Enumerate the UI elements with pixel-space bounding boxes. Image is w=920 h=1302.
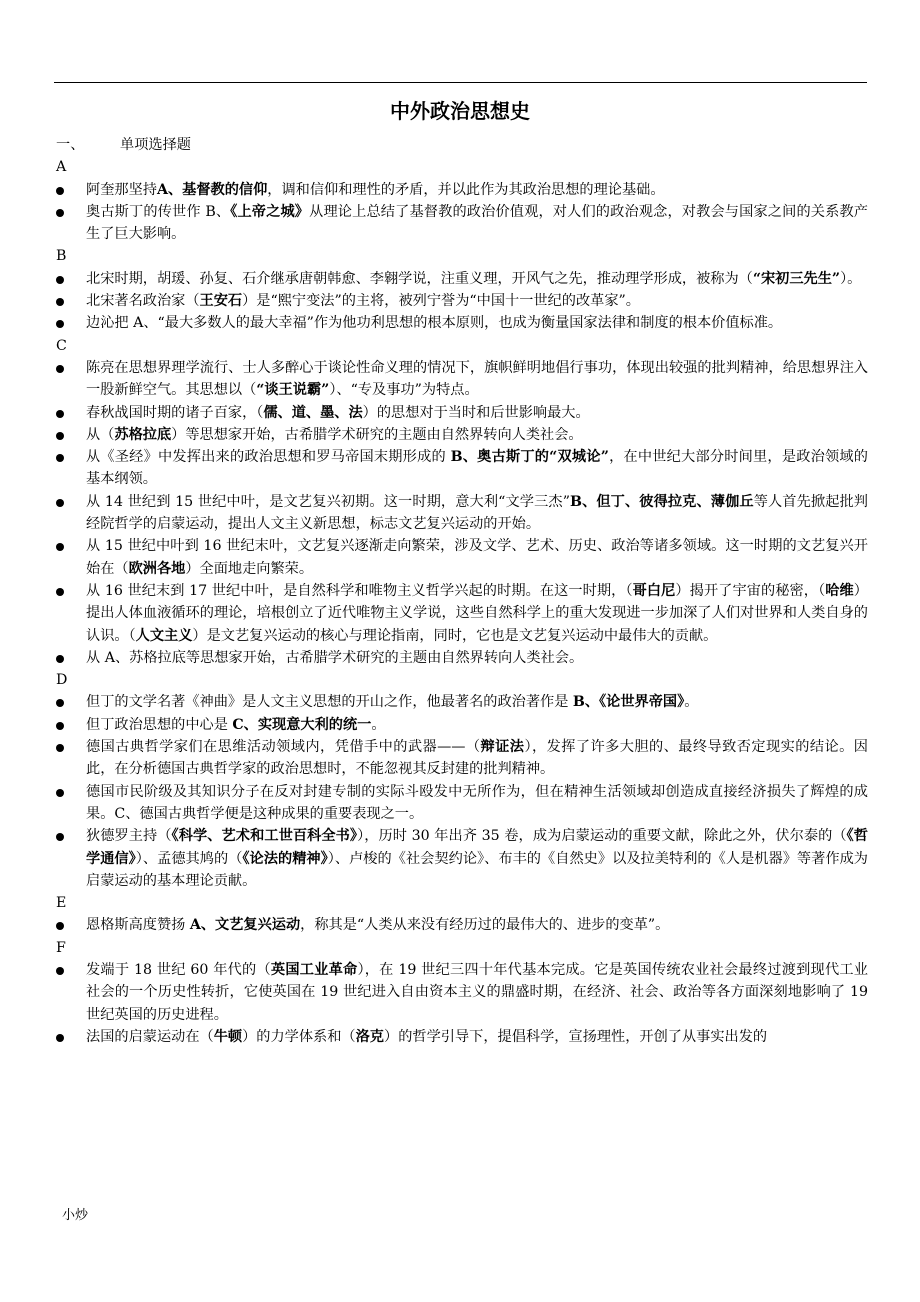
list-item xyxy=(56,290,868,312)
list-item xyxy=(56,1026,868,1048)
bullet-icon xyxy=(56,187,64,195)
list-item xyxy=(56,691,868,713)
list-item xyxy=(56,535,868,580)
bullet-icon xyxy=(56,1034,64,1042)
item-text: 从（ xyxy=(86,426,115,443)
answer-text: 《上帝之城》 xyxy=(230,203,310,220)
item-text: 发端于 18 世纪 60 年代的（ xyxy=(86,961,271,978)
group-letter: B xyxy=(56,248,67,265)
item-text: ，称其是“人类从来没有经历过的最伟大的、进步的变革”。 xyxy=(300,917,670,934)
item-text: 狄德罗主持（ xyxy=(86,828,172,845)
bullet-icon xyxy=(56,967,64,975)
document-body xyxy=(56,134,868,1048)
list-item xyxy=(56,491,868,536)
bullet-icon xyxy=(56,499,64,507)
header-rule xyxy=(54,82,867,83)
list-item xyxy=(56,201,868,246)
list-item xyxy=(56,647,868,669)
bullet-icon xyxy=(56,922,64,930)
bullet-icon xyxy=(56,655,64,663)
list-item xyxy=(56,424,868,446)
answer-text: 苏格拉底 xyxy=(114,426,172,443)
item-text: 北宋时期，胡瑗、孙复、石介继承唐朝韩愈、李翱学说，注重义理，开风气之先，推动理学形成，被称为（ xyxy=(86,270,753,287)
item-text: ），在 19 世纪三四十年代基本完成。它是英国传统农业社会最终过渡到现代工业社会的一个历史性转折，它使英国在 19 世纪进入自由资本主义的鼎盛时期，在经济、社会、政治等各方面深刻地影响了 19 世纪英国的历史进程。 xyxy=(86,961,868,1023)
bullet-icon xyxy=(56,789,64,797)
bullet-icon xyxy=(56,454,64,462)
item-text: 从理论上总结了基督教的政治价值观，对人们的政治观念，对教会与国家之间的关系教产生了巨大影响。 xyxy=(86,203,868,243)
list-item xyxy=(56,179,868,201)
bullet-icon xyxy=(56,410,64,418)
item-text: ），历时 30 年出齐 35 卷，成为启蒙运动的重要文献，除此之外，伏尔泰的（ xyxy=(357,828,847,845)
list-item xyxy=(56,312,868,334)
item-text: 从《圣经》中发挥出来的政治思想和罗马帝国末期形成的 xyxy=(86,449,451,466)
answer-text: 儒、道、墨、法 xyxy=(263,404,363,421)
answer-text: 王安石 xyxy=(199,293,243,310)
item-text: ），发挥了许多大胆的、最终导致否定现实的结论。因此，在分析德国古典哲学家的政治思想时，不能忽视其反封建的批判精神。 xyxy=(86,739,868,778)
item-text: ）揭开了宇宙的秘密，（ xyxy=(675,582,826,599)
item-text: 法国的启蒙运动在（ xyxy=(86,1028,214,1045)
list-item xyxy=(56,781,868,826)
answer-text: 哥白尼 xyxy=(632,582,676,599)
group-letter: A xyxy=(56,159,67,176)
answer-text: 英国工业革命 xyxy=(270,961,358,978)
item-text: ）、卢梭的《社会契约论》、布丰的《自然史》以及拉美特利的《人是机器》等著作成为启蒙运动的基本理论贡献。 xyxy=(86,850,868,889)
bullet-icon xyxy=(56,320,64,328)
item-text: ）等思想家开始，古希腊学术研究的主题由自然界转向人类社会。 xyxy=(171,426,583,443)
answer-text: 《哲学通信》 xyxy=(86,828,868,867)
item-text: 从 16 世纪末到 17 世纪中叶，是自然科学和唯物主义哲学兴起的时期。在这一时期，（ xyxy=(86,582,633,599)
group-letter: C xyxy=(56,337,67,354)
list-item xyxy=(56,736,868,781)
answer-text: 牛顿 xyxy=(213,1028,243,1045)
answer-text: “谈王说霸” xyxy=(256,382,330,399)
item-text: 。 xyxy=(371,716,386,733)
item-text: 德国古典哲学家们在思维活动领域内，凭借手中的武器——（ xyxy=(86,739,481,756)
bullet-icon xyxy=(56,432,64,440)
item-text: ）的思想对于当时和后世影响最大。 xyxy=(362,404,590,421)
list-item xyxy=(56,446,868,491)
item-text: 春秋战国时期的诸子百家，（ xyxy=(86,404,264,421)
list-item xyxy=(56,580,868,647)
answer-text: 《论法的精神》 xyxy=(242,850,328,867)
answer-text: 哈维 xyxy=(825,582,854,599)
answer-text: 欧洲各地 xyxy=(128,560,186,577)
section-number: 一、 xyxy=(56,137,85,153)
bullet-list xyxy=(56,691,868,892)
answer-text: 辩证法 xyxy=(480,739,525,756)
list-item xyxy=(56,959,868,1026)
answer-text: 人文主义 xyxy=(135,627,193,644)
bullet-list xyxy=(56,357,868,669)
question-groups xyxy=(56,156,868,1048)
item-text: 但丁政治思想的中心是 xyxy=(86,716,233,733)
item-text: ）是“熙宁变法”的主将，被列宁誉为“中国十一世纪的改革家”。 xyxy=(242,293,640,310)
answer-text: B、奥古斯丁的“双城论” xyxy=(450,449,609,466)
group-letter: D xyxy=(56,672,68,689)
list-item xyxy=(56,825,868,892)
bullet-icon xyxy=(56,699,64,707)
group-letter: F xyxy=(56,939,66,956)
list-item xyxy=(56,714,868,736)
item-text: 但丁的文学名著《神曲》是人文主义思想的开山之作，他最著名的政治著作是 xyxy=(86,694,573,711)
item-text: ）是文艺复兴运动的核心与理论指南，同时，它也是文艺复兴运动中最伟大的贡献。 xyxy=(192,627,718,644)
list-item xyxy=(56,357,868,402)
item-text: ）全面地走向繁荣。 xyxy=(185,560,314,577)
bullet-icon xyxy=(56,543,64,551)
answer-text: B、《论世界帝国》 xyxy=(572,694,685,711)
bullet-icon xyxy=(56,298,64,306)
list-item xyxy=(56,402,868,424)
bullet-icon xyxy=(56,744,64,752)
answer-text: “宋初三先生” xyxy=(752,270,841,287)
bullet-list xyxy=(56,179,868,246)
item-text: 等人首先掀起批判经院哲学的启蒙运动，提出人文主义新思想，标志文艺复兴运动的开始。 xyxy=(86,493,869,533)
bullet-icon xyxy=(56,588,64,596)
item-text: 从 15 世纪中叶到 16 世纪末叶，文艺复兴逐渐走向繁荣，涉及文学、艺术、历史、政治等诸多领域。这一时期的文艺复兴开始在（ xyxy=(86,538,868,577)
answer-text: A、文艺复兴运动 xyxy=(189,917,301,934)
item-text: 从 A、苏格拉底等思想家开始，古希腊学术研究的主题由自然界转向人类社会。 xyxy=(86,649,584,666)
item-text: ，在中世纪大部分时间里，是政治领域的基本纲领。 xyxy=(86,449,868,488)
bullet-icon xyxy=(56,365,64,373)
item-text: ）的力学体系和（ xyxy=(242,1028,356,1045)
page-title: 中外政治思想史 xyxy=(390,99,530,123)
item-text: ）的哲学引导下，提倡科学，宣扬理性，开创了从事实出发的 xyxy=(384,1028,768,1045)
item-text: 。 xyxy=(684,694,699,711)
answer-text: 《科学、艺术和工世百科全书》 xyxy=(171,828,358,845)
item-text: 从 14 世纪到 15 世纪中叶，是文艺复兴初期。这一时期，意大利“文学三杰” xyxy=(86,493,570,510)
item-text: ）、“专及事功”为特点。 xyxy=(329,382,479,399)
bullet-list xyxy=(56,914,868,936)
item-text: ，调和信仰和理性的矛盾，并以此作为其政治思想的理论基础。 xyxy=(267,181,665,198)
footer-text: 小炒 xyxy=(62,1208,89,1223)
section-heading xyxy=(56,134,868,156)
group-letter: E xyxy=(56,895,67,912)
item-text: ）提出人体血液循环的理论，培根创立了近代唯物主义学说，这些自然科学上的重大发现进一步加深了人们对世界和人类自身的认识。（ xyxy=(86,582,868,644)
section-name: 单项选择题 xyxy=(120,137,191,153)
list-item xyxy=(56,268,868,290)
answer-text: C、实现意大利的统一 xyxy=(232,716,372,733)
item-text: 边沁把 A、“最大多数人的最大幸福”作为他功利思想的根本原则，也成为衡量国家法律和制度的根本价值标准。 xyxy=(86,315,783,332)
item-text: 陈亮在思想界理学流行、士人多醉心于谈论性命义理的情况下，旗帜鲜明地倡行事功，体现出较强的批判精神，给思想界注入一股新鲜空气。其思想以（ xyxy=(86,359,868,399)
list-item xyxy=(56,914,868,936)
bullet-icon xyxy=(56,722,64,730)
bullet-icon xyxy=(56,833,64,841)
answer-text: B、但丁、彼得拉克、薄伽丘 xyxy=(569,493,754,510)
item-text: 奥古斯丁的传世作 B、 xyxy=(86,203,231,220)
item-text: ）。 xyxy=(840,270,862,287)
item-text: 恩格斯高度赞扬 xyxy=(86,917,190,934)
item-text: 阿奎那坚持 xyxy=(86,181,157,198)
item-text: 德国市民阶级及其知识分子在反对封建专制的实际斗殴发中无所作为，但在精神生活领域却创造成直接经济损失了辉煌的成果。C、德国古典哲学便是这种成果的重要表现之一。 xyxy=(86,783,868,822)
item-text: ）、孟德其鸠的（ xyxy=(135,850,243,867)
bullet-list xyxy=(56,268,868,335)
item-text: 北宋著名政治家（ xyxy=(86,293,200,310)
answer-text: 洛克 xyxy=(355,1028,384,1045)
bullet-icon xyxy=(56,209,64,217)
answer-text: A、基督教的信仰 xyxy=(156,181,268,198)
bullet-list xyxy=(56,959,868,1048)
bullet-icon xyxy=(56,276,64,284)
